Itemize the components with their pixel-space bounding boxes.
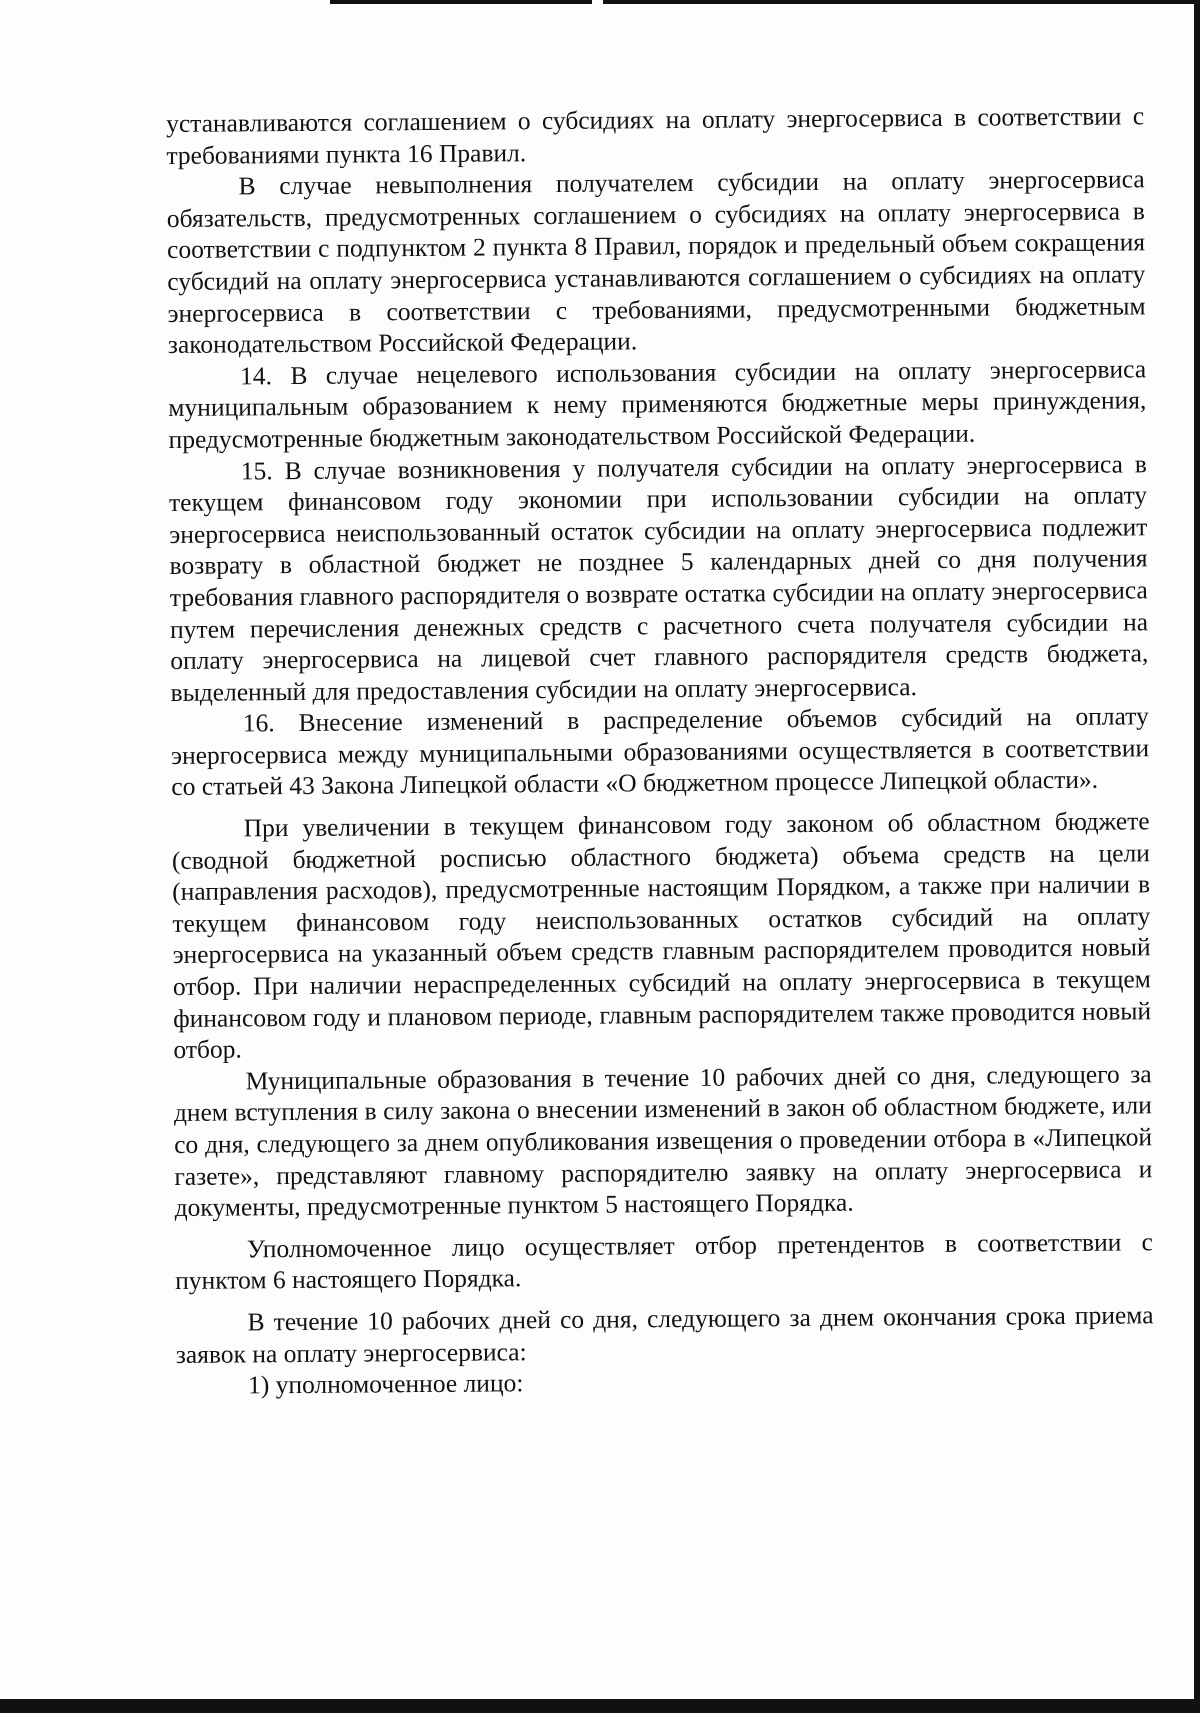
paragraph-nonfulfillment: В случае невыполнения получателем субсидии на оплату энергосервиса обязательств, предусмотренных соглашением о субсидиях на оплату энергосервиса в соответствии с подпунктом 2 пункта 8 Правил, порядок и предельный объем сокращения субсидий на оплату энергосервиса устанавливаются соглашением о субсидиях на оплату энергосервиса в соответствии с требованиями, предусмотренными бюджетным законодательством Российской Федерации. <box>166 164 1146 360</box>
scan-border-bottom <box>0 1699 1200 1713</box>
paragraph-item-16: 16. Внесение изменений в распределение объемов субсидий на оплату энергосервиса между муниципальными образованиями осуществляется в соответствии со статьей 43 Закона Липецкой области «О бюджетном процессе Липецкой области». <box>170 701 1150 802</box>
paragraph-ten-days: В течение 10 рабочих дней со дня, следующего за днем окончания срока приема заявок на оплату энергосервиса: <box>175 1300 1154 1369</box>
paragraph-continuation: устанавливаются соглашением о субсидиях на оплату энергосервиса в соответствии с требованиями пункта 16 Правил. <box>166 101 1145 170</box>
scan-border-top-left <box>330 0 592 4</box>
paragraph-budget-increase: При увеличении в текущем финансовом году законом об областном бюджете (сводной бюджетной росписью областного бюджета) объема средств на цели (направления расходов), предусмотренные настоящим Порядком, а также при наличии в текущем финансовом году неиспользованных остатков субсидий на оплату энергосервиса на указанный объем средств главным распорядителем проводится новый отбор. При наличии нераспределенных субсидий на оплату энергосервиса в текущем финансовом году и плановом периоде, главным распорядителем также проводится новый отбор. <box>171 806 1152 1065</box>
paragraph-subitem-1: 1) уполномоченное лицо: <box>247 1368 524 1400</box>
scan-border-right <box>1194 0 1200 1713</box>
scan-border-top-right <box>603 0 1200 4</box>
document-body <box>166 100 1154 1401</box>
paragraph-item-14: 14. В случае нецелевого использования субсидии на оплату энергосервиса муниципальным образованием к нему применяются бюджетные меры принуждения, предусмотренные бюджетным законодательством Российской Федерации. <box>168 354 1147 454</box>
paragraph-item-15: 15. В случае возникновения у получателя субсидии на оплату энергосервиса в текущем финансовом году экономии при использовании субсидии на оплату энергосервиса неиспользованный остаток субсидии на оплату энергосервиса подлежит возврату в областной бюджет не позднее 5 календарных дней со дня получения требования главного распорядителя о возврате остатка субсидии на оплату энергосервиса путем перечисления денежных средств с расчетного счета получателя субсидии на оплату энергосервиса на лицевой счет главного распорядителя средств бюджета, выделенный для предоставления субсидии на оплату энергосервиса. <box>168 448 1149 707</box>
paragraph-municipal-application: Муниципальные образования в течение 10 рабочих дней со дня, следующего за днем вступления в силу закона о внесении изменений в закон об областном бюджете, или со дня, следующего за днем опубликования извещения о проведении отбора в «Липецкой газете», представляют главному распорядителю заявку на оплату энергосервиса и документы, предусмотренные пунктом 5 настоящего Порядка. <box>173 1059 1153 1223</box>
paragraph-authorized-person: Уполномоченное лицо осуществляет отбор претендентов в соответствии с пунктом 6 настоящего Порядка. <box>175 1227 1154 1296</box>
